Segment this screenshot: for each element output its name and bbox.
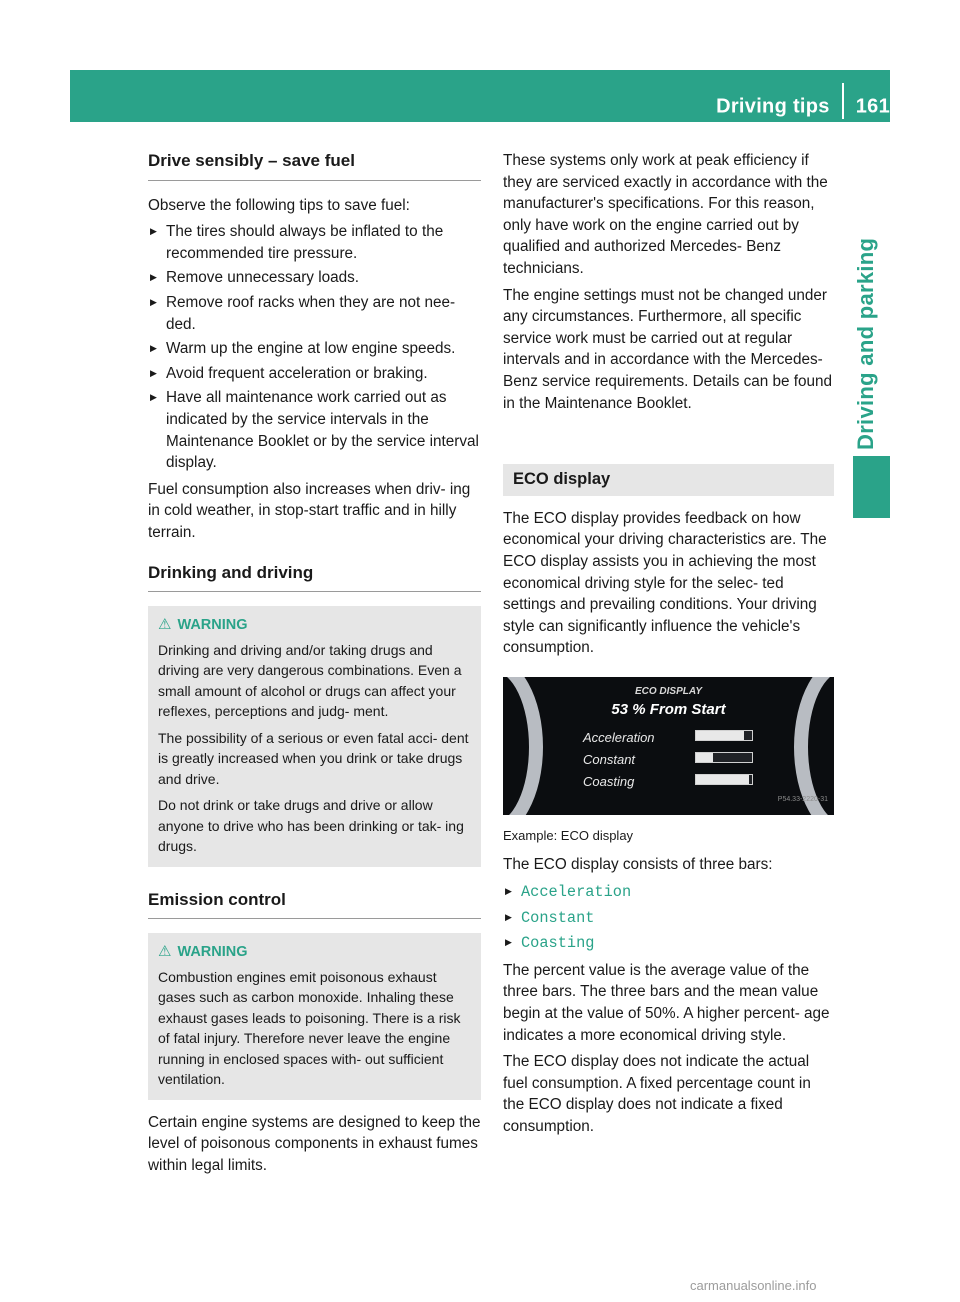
eco-figure-title: ECO DISPLAY [634,685,703,697]
bar-name-constant: Constant [521,908,595,927]
list-item: ▶ Avoid frequent acceleration or braking. [148,363,481,385]
eco-bar-fill [696,731,744,740]
eco-bar [695,774,753,785]
fuel-tips-list [148,221,481,474]
list-item: ▶ Remove unnecessary loads. [148,267,481,289]
warning-text: Combustion engines emit poisonous exhaust gases such as carbon monoxide. Inhaling these exhaust gases leads to poisoning. There is a risk of fatal injury. Therefore never leave the engine running in enclosed spaces with- out sufficient ventilation. [158,968,461,1088]
page-number: 161 [855,95,890,118]
eco-figure-percent: 53 % From Start [611,700,726,718]
list-item: ▶ Warm up the engine at low engine speeds. [148,338,481,360]
list-item [503,932,834,955]
warning-box-emission [148,933,481,1100]
eco-description: The ECO display provides feedback on how economical your driving characteristics are. The ECO display assists you in achieving the most economical driving style for the selec- ted settings and prevailing conditions. Your driving style can significantly influence the vehicle's consumption. [503,509,827,657]
side-chapter-label: Driving and parking [853,237,878,450]
header-title [590,89,890,125]
bars-list [503,881,834,955]
eco-bar [695,730,753,741]
eco-bar [695,752,753,763]
watermark: carmanualsonline.info [690,1278,817,1293]
list-item: ▶ The tires should always be inflated to the recommended tire pressure. [148,221,481,264]
warning-header [158,942,471,963]
warning-header [158,615,471,636]
bar-name-acceleration: Acceleration [521,883,632,902]
service-text: These systems only work at peak efficiency if they are serviced exactly in accordance with the manufacturer's specifications. For this reason, only have work on the engine carried out by qualified and authorized Mercedes- Benz technicians. [503,152,828,277]
eco-display-figure [503,677,834,815]
side-tab [853,456,890,518]
warning-title: WARNING [177,617,248,634]
eco-row-label: Acceleration [583,729,655,745]
list-item: ▶ Have all maintenance work carried out as indicated by the service intervals in the Maintenance Booklet or by the service interval display. [148,387,481,473]
warning-text: The possibility of a serious or even fatal acci- dent is greatly increased when you drink or take drugs and drive. [158,729,469,787]
warning-text: Do not drink or take drugs and drive or allow anyone to drive who has been drinking or tak- ing drugs. [158,797,464,855]
warning-triangle-icon: ⚠ [158,943,172,961]
warning-triangle-icon: ⚠ [158,616,172,634]
list-item: ▶ Remove roof racks when they are not nee- ded. [148,292,481,335]
list-item [503,907,834,930]
warning-text: Drinking and driving and/or taking drugs and driving are very dangerous combinations. Even a small amount of alcohol or drugs can affect your reflexes, perceptions and judg- ment. [158,641,462,720]
figure-caption: Example: ECO display [503,827,634,843]
heading-drinking-driving: Drinking and driving [148,562,481,593]
heading-eco-display: ECO display [503,464,834,496]
warning-box-drinking [148,606,481,867]
consumption-note: The ECO display does not indicate the actual fuel consumption. A fixed percentage count in the ECO display does not indicate a fixed consumption. [503,1053,811,1135]
eco-bar-fill [696,775,749,784]
eco-row-label: Coasting [583,773,635,789]
heading-drive-sensibly: Drive sensibly – save fuel [148,150,481,181]
figure-reference: P54.33-2220-31 [777,796,828,804]
section-title: Driving tips [716,95,830,118]
warning-title: WARNING [177,944,248,961]
bars-intro: The ECO display consists of three bars: [503,856,773,874]
left-column [148,150,481,1181]
intro-text: Observe the following tips to save fuel: [148,196,410,214]
engine-settings-text: The engine settings must not be changed under any circumstances. Furthermore, all specific service work must be carried out at regular intervals and in accordance with the Mercedes-Benz service requirements. Details can be found in the Maintenance Booklet. [503,286,833,412]
percent-explanation: The percent value is the average value of the three bars. The three bars and the mean value begin at the value of 50%. A higher percent- age indicates a more economical driving style. [503,961,830,1044]
right-column [503,150,834,1143]
emission-text: Certain engine systems are designed to keep the level of poisonous components in exhaust fumes within legal limits. [148,1113,481,1174]
eco-row-label: Constant [583,751,636,767]
header-separator [842,83,844,119]
fuel-note: Fuel consumption also increases when driv- ing in cold weather, in stop-start traffic and in hilly terrain. [148,480,471,541]
heading-emission-control: Emission control [148,889,481,920]
bar-name-coasting: Coasting [521,934,595,953]
list-item [503,881,834,904]
eco-bar-fill [696,753,713,762]
